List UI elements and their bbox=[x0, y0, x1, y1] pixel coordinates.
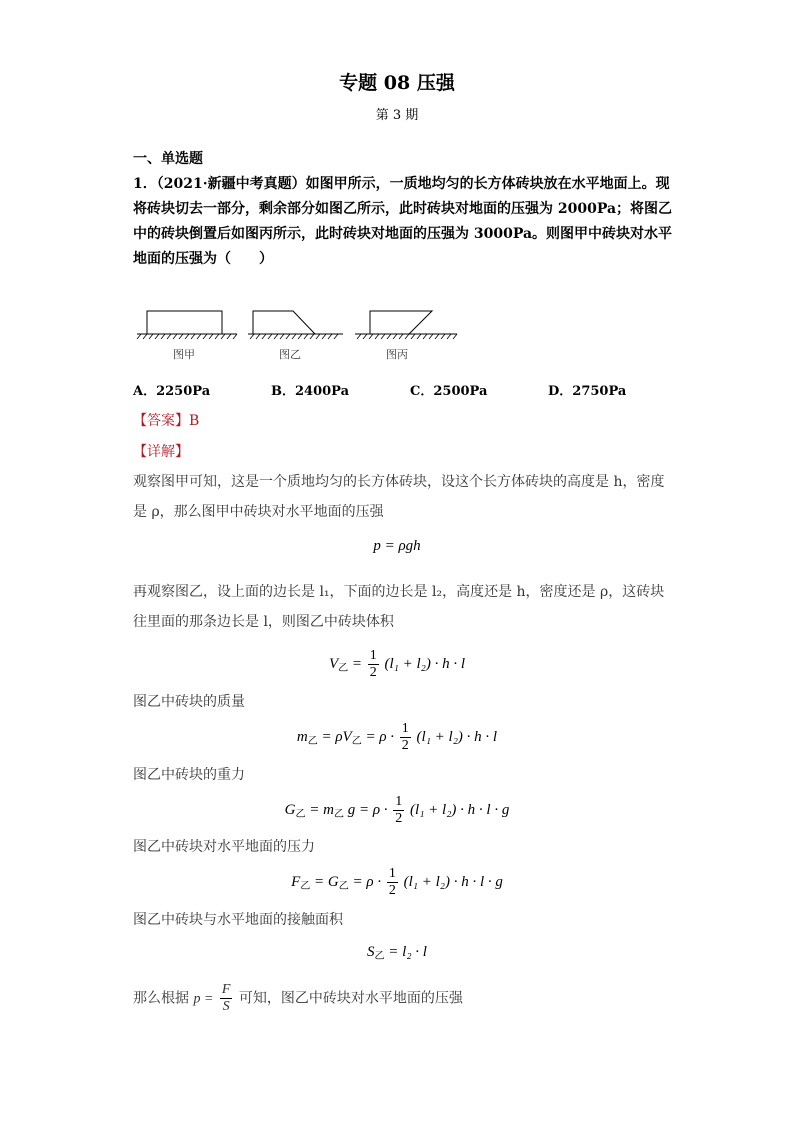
option-b[interactable]: B．2400Pa bbox=[271, 384, 350, 399]
explanation-para-2: 再观察图乙，设上面的边长是 l₁，下面的边长是 l₂，高度还是 h，密度还是 ρ，这砖块往里面的那条边长是 l，则图乙中砖块体积 bbox=[133, 584, 665, 630]
equation-area: $S_乙 = l_2 \cdot l$ bbox=[367, 944, 427, 962]
figure-yi bbox=[248, 311, 343, 339]
detail-tag: 【详解】 bbox=[133, 444, 189, 460]
equation-force: $F_乙 = G_乙 = \rho$ · $\frac{1}{2}$ (l₁ + l₂) · h · l · g bbox=[291, 866, 503, 898]
answer-value: B bbox=[189, 413, 200, 429]
question-figures bbox=[133, 302, 463, 364]
figure-label-bing: 图丙 bbox=[386, 348, 408, 361]
page-subtitle: 第 3 期 bbox=[375, 108, 419, 123]
option-c[interactable]: C．2500Pa bbox=[410, 384, 488, 399]
explanation-para-1: 观察图甲可知，这是一个质地均匀的长方体砖块，设这个长方体砖块的高度是 h，密度是 ρ，那么图甲中砖块对水平地面的压强 bbox=[133, 474, 665, 520]
answer-tag: 【答案】 bbox=[133, 413, 189, 429]
page-title: 专题 08 压强 bbox=[339, 72, 455, 94]
option-a[interactable]: A．2250Pa bbox=[133, 384, 211, 399]
equation-pressure-jia: p = ρgh bbox=[373, 538, 421, 554]
label-contact-area: 图乙中砖块与水平地面的接触面积 bbox=[133, 912, 343, 928]
fraction-f-over-s: $\frac{F}{S}$ bbox=[221, 982, 231, 1014]
figure-label-yi: 图乙 bbox=[279, 348, 301, 361]
figure-bing bbox=[355, 311, 457, 339]
equation-gravity: $G_乙 = m_乙$ g = ρ · $\frac{1}{2}$ (l₁ + l₂) · h · l · g bbox=[284, 794, 510, 826]
equation-mass: $m_乙 = \rho V_乙 = \rho$ · $\frac{1}{2}$ (l₁ + l₂) · h · l bbox=[296, 721, 498, 753]
equation-volume: $V_乙$ = $\frac{1}{2}$ (l₁ + l₂) · h · l bbox=[328, 648, 466, 680]
figures-svg bbox=[133, 302, 463, 364]
section-heading: 一、单选题 bbox=[133, 151, 203, 167]
label-gravity: 图乙中砖块的重力 bbox=[133, 767, 245, 783]
label-mass: 图乙中砖块的质量 bbox=[133, 694, 245, 710]
question-text: 1．（2021·新疆中考真题）如图甲所示，一质地均匀的长方体砖块放在水平地面上。现将砖块切去一部分，剩余部分如图乙所示，此时砖块对地面的压强为 2000Pa；将图乙中的砖块倒置后如图丙所示，此时砖块对地面的压强为 3000Pa。则图甲中砖块对水平地面的压强为（ ） bbox=[133, 176, 673, 267]
fraction-half: $\frac{1}{2}$ bbox=[369, 648, 377, 680]
option-d[interactable]: D．2750Pa bbox=[548, 384, 627, 399]
figure-jia bbox=[137, 311, 237, 339]
figure-label-jia: 图甲 bbox=[173, 348, 195, 361]
answer-options bbox=[133, 380, 653, 400]
label-pressure-force: 图乙中砖块对水平地面的压力 bbox=[133, 839, 315, 855]
answer-line bbox=[133, 410, 199, 430]
explanation-final-line: 那么根据 p = $\frac{F}{S}$ 可知，图乙中砖块对水平地面的压强 bbox=[133, 982, 463, 1014]
